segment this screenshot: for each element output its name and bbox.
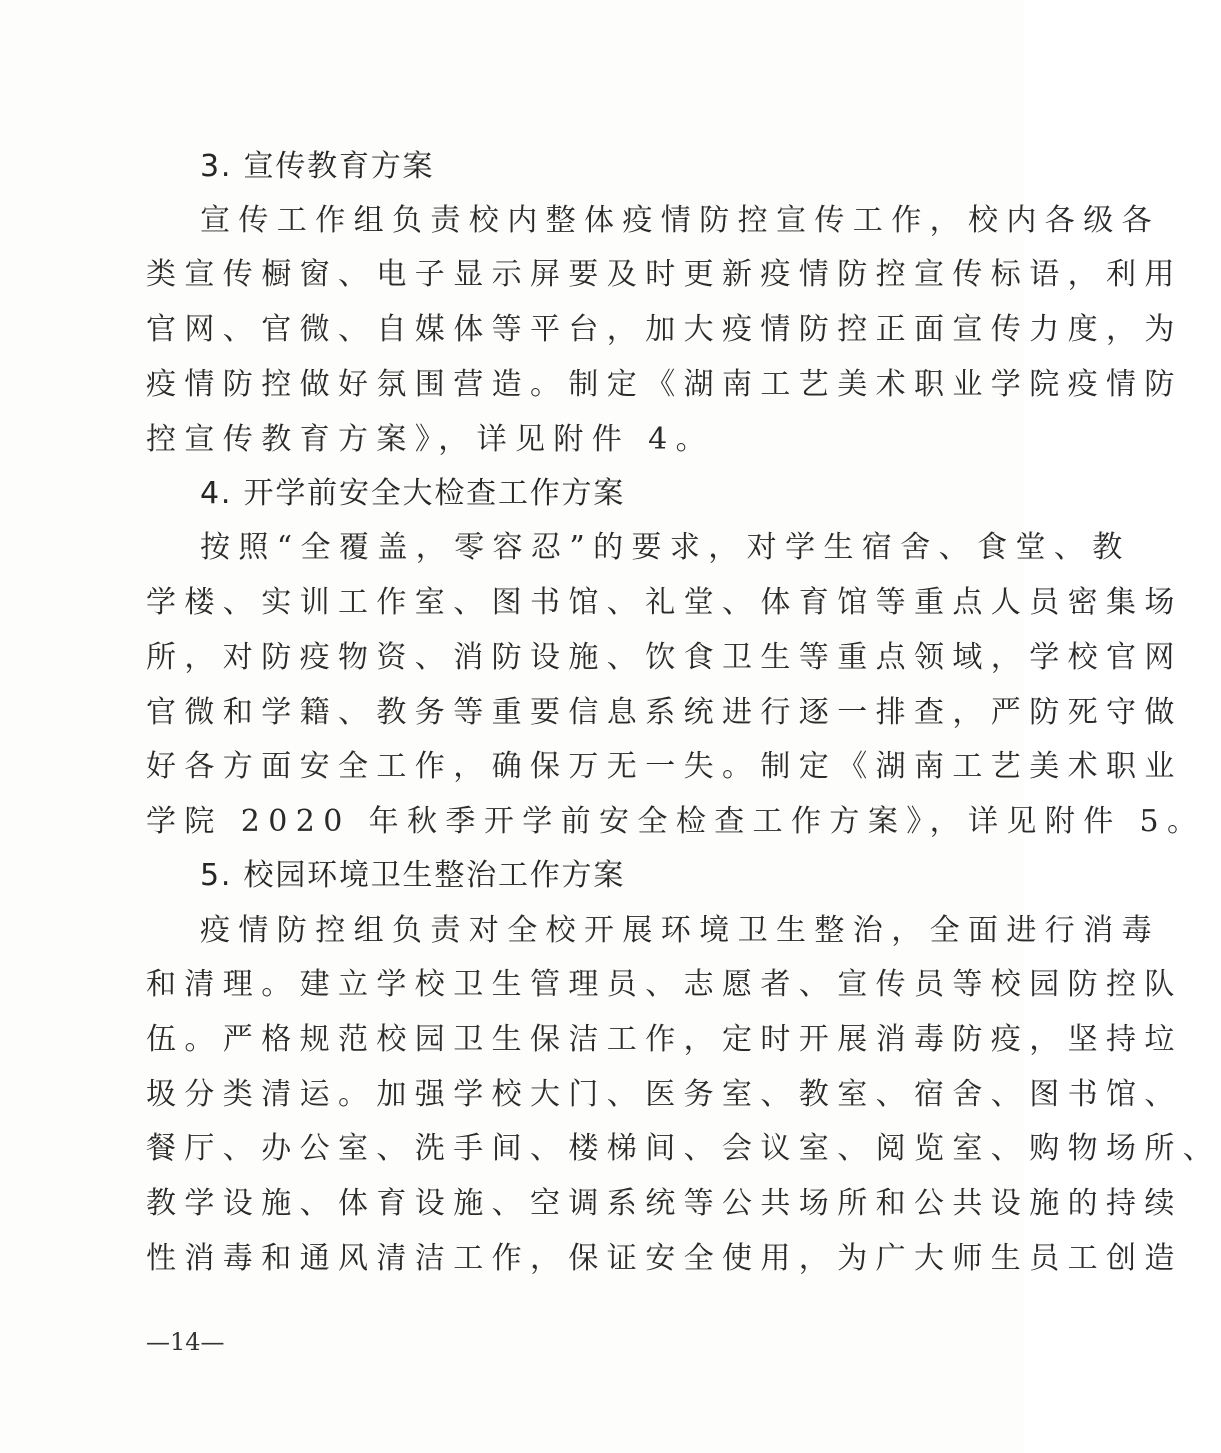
paragraph-line: 和清理。建立学校卫生管理员、志愿者、宣传员等校园防控队 [146,967,1183,1002]
paragraph-line: 教学设施、体育设施、空调系统等公共场所和公共设施的持续 [146,1186,1183,1221]
paragraph-line: 宣传工作组负责校内整体疫情防控宣传工作，校内各级各 [200,203,1160,238]
paragraph-line: 官微和学籍、教务等重要信息系统进行逐一排查，严防死守做 [146,695,1183,730]
paragraph-line: 疫情防控组负责对全校开展环境卫生整治，全面进行消毒 [200,913,1160,948]
paragraph-line: 圾分类清运。加强学校大门、医务室、教室、宿舍、图书馆、 [146,1077,1183,1112]
section-heading-5: 5. 校园环境卫生整治工作方案 [200,858,626,893]
paragraph-line: 性消毒和通风清洁工作，保证安全使用，为广大师生员工创造 [146,1241,1183,1276]
paragraph-line: 控宣传教育方案》，详见附件 4。 [146,422,715,457]
paragraph-line: 伍。严格规范校园卫生保洁工作，定时开展消毒防疫，坚持垃 [146,1022,1183,1057]
page-number: —14— [146,1328,225,1356]
paragraph-line: 学院 2020 年秋季开学前安全检查工作方案》，详见附件 5。 [146,804,1206,839]
paragraph-line: 类宣传橱窗、电子显示屏要及时更新疫情防控宣传标语，利用 [146,257,1183,292]
paragraph-line: 所，对防疫物资、消防设施、饮食卫生等重点领域，学校官网 [146,640,1183,675]
section-heading-4: 4. 开学前安全大检查工作方案 [200,476,626,511]
paragraph-line: 好各方面安全工作，确保万无一失。制定《湖南工艺美术职业 [146,749,1183,784]
paragraph-line: 餐厅、办公室、洗手间、楼梯间、会议室、阅览室、购物场所、 [146,1131,1221,1166]
paragraph-line: 按照“全覆盖，零容忍”的要求，对学生宿舍、食堂、教 [200,530,1131,565]
section-heading-3: 3. 宣传教育方案 [200,149,435,184]
paragraph-line: 学楼、实训工作室、图书馆、礼堂、体育馆等重点人员密集场 [146,585,1183,620]
paragraph-line: 官网、官微、自媒体等平台，加大疫情防控正面宣传力度，为 [146,312,1183,347]
paragraph-line: 疫情防控做好氛围营造。制定《湖南工艺美术职业学院疫情防 [146,367,1183,402]
